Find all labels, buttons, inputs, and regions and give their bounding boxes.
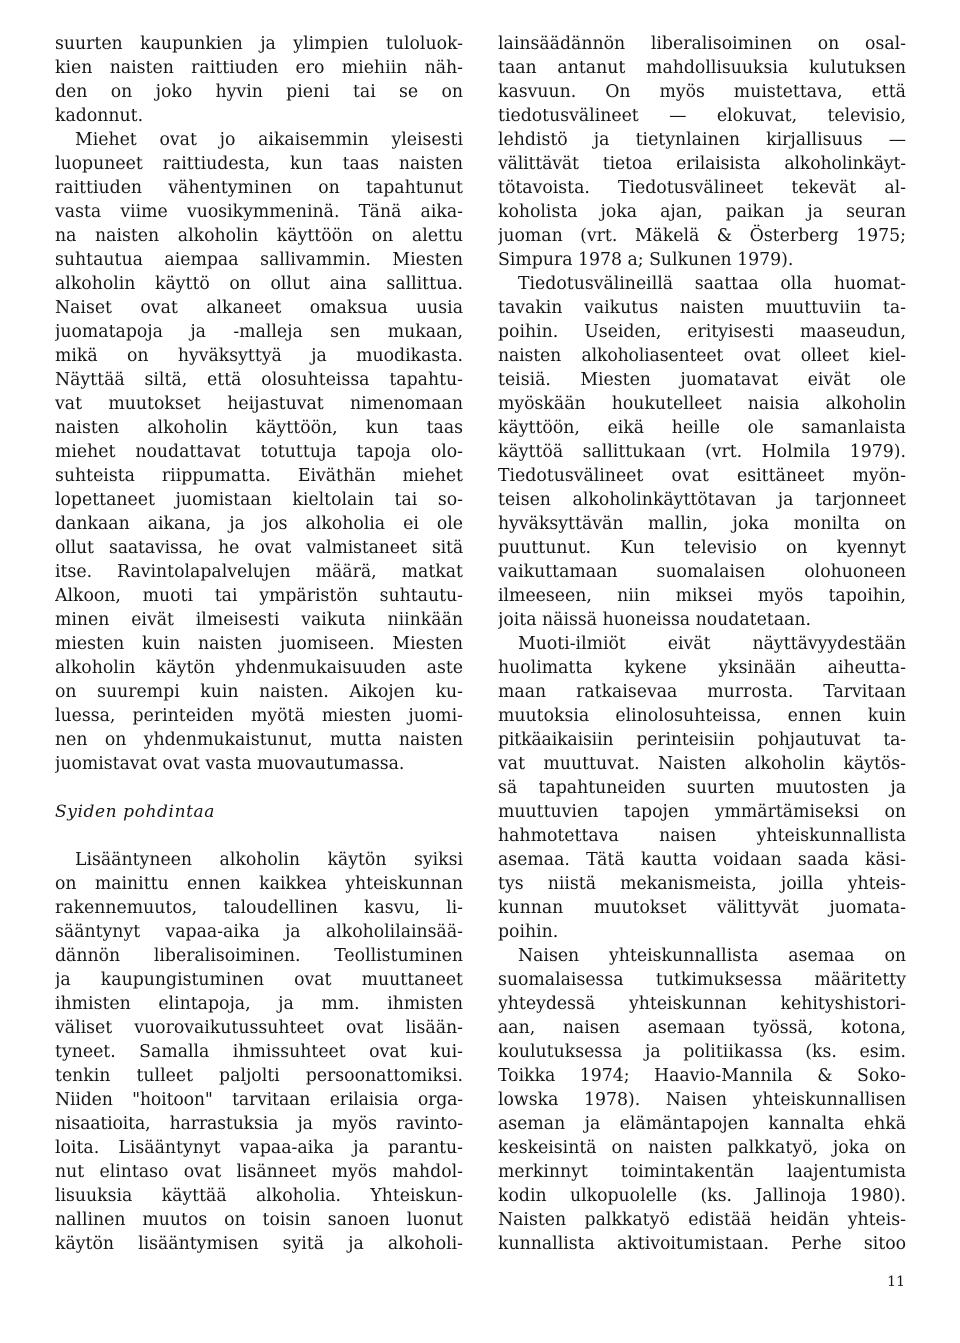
text-line: suhtautua aiempaa sallivammin. Miesten xyxy=(55,250,463,270)
text-line: sä tapahtuneiden suurten muutosten ja xyxy=(498,778,906,798)
text-line: tötavoista. Tiedotusvälineet tekevät al- xyxy=(498,178,906,198)
text-line: nisaatioita, harrastuksia ja myös ravinto- xyxy=(55,1114,463,1134)
text-line: välittävät tietoa erilaisista alkoholinkäyt- xyxy=(498,154,906,174)
text-line: tys niistä mekanismeista, joilla yhteis- xyxy=(498,874,906,894)
text-line: vasta viime vuosikymmeninä. Tänä aika- xyxy=(55,202,463,222)
text-line: kadonnut. xyxy=(55,106,144,126)
text-line: juoman (vrt. Mäkelä & Österberg 1975; xyxy=(498,226,906,246)
text-line: loita. Lisääntynyt vapaa-aika ja parantu- xyxy=(55,1138,463,1158)
text-line: minen eivät ilmeisesti vaikuta niinkään xyxy=(55,610,463,630)
text-line: lisuuksia käyttää alkoholia. Yhteiskun- xyxy=(55,1186,463,1206)
text-line: juomatapoja ja -malleja sen mukaan, xyxy=(55,322,463,342)
text-line: Muoti-ilmiöt eivät näyttävyydestään xyxy=(518,634,906,654)
text-line: koulutuksessa ja politiikassa (ks. esim. xyxy=(498,1042,906,1062)
text-line: tiedotusvälineet — elokuvat, televisio, xyxy=(498,106,906,126)
text-line: kasvuun. On myös muistettava, että xyxy=(498,82,906,102)
text-line: Alkoon, muoti tai ympäristön suhtautu- xyxy=(55,586,463,606)
text-line: hahmotettava naisen yhteiskunnallista xyxy=(498,826,906,846)
text-line: nut elintaso ovat lisänneet myös mahdol- xyxy=(55,1162,463,1182)
text-line: käyttöön, eikä heille ole samanlaista xyxy=(498,418,906,438)
text-line: alkoholin käytön yhdenmukaisuuden aste xyxy=(55,658,463,678)
text-line: ja kaupungistuminen ovat muuttaneet xyxy=(55,970,463,990)
text-line: lehdistö ja tietynlainen kirjallisuus — xyxy=(498,130,906,150)
text-line: kunnan muutokset välittyvät juomata- xyxy=(498,898,906,918)
text-line: suurten kaupunkien ja ylimpien tuloluok- xyxy=(55,34,463,54)
text-line: Naiset ovat alkaneet omaksua uusia xyxy=(55,298,463,318)
paragraph-gap xyxy=(55,776,463,800)
text-line: joita näissä huoneissa noudatetaan. xyxy=(498,610,811,630)
text-line: mikä on hyväksyttyä ja muodikasta. xyxy=(55,346,463,366)
text-line: juomistavat ovat vasta muovautumassa. xyxy=(55,754,405,774)
left-text-column xyxy=(55,32,463,1256)
text-line: Naisen yhteiskunnallista asemaa on xyxy=(518,946,906,966)
text-line: nallinen muutos on toisin sanoen luonut xyxy=(55,1210,463,1230)
text-line: Toikka 1974; Haavio-Mannila & Soko- xyxy=(498,1066,906,1086)
text-line: alkoholin käyttö on ollut aina sallittua. xyxy=(55,274,463,294)
paragraph-gap xyxy=(55,824,463,848)
text-line: keskeisintä on naisten palkkatyö, joka on xyxy=(498,1138,906,1158)
text-line: vaikuttamaan suomalaisen olohuoneen xyxy=(498,562,906,582)
text-line: dännön liberalisoiminen. Teollistuminen xyxy=(55,946,463,966)
text-line: ihmisten elintapoja, ja mm. ihmisten xyxy=(55,994,463,1014)
text-line: hyväksyttävän mallin, joka monilta on xyxy=(498,514,906,534)
text-line: na naisten alkoholin käyttöön on alettu xyxy=(55,226,463,246)
text-line: teisiä. Miesten juomatavat eivät ole xyxy=(498,370,906,390)
text-line: luessa, perinteiden myötä miesten juomi- xyxy=(55,706,463,726)
text-line: lowska 1978). Naisen yhteiskunnallisen xyxy=(498,1090,906,1110)
text-line: maan ratkaisevaa murrosta. Tarvitaan xyxy=(498,682,906,702)
text-line: aan, naisen asemaan työssä, kotona, xyxy=(498,1018,906,1038)
text-line: rakennemuutos, taloudellinen kasvu, li- xyxy=(55,898,463,918)
text-line: naisten alkoholin käyttöön, kun taas xyxy=(55,418,463,438)
text-line: Miehet ovat jo aikaisemmin yleisesti xyxy=(75,130,463,150)
text-line: Lisääntyneen alkoholin käytön syiksi xyxy=(75,850,463,870)
text-line: Tiedotusvälineillä saattaa olla huomat- xyxy=(518,274,906,294)
right-text-column xyxy=(498,32,906,1256)
text-line: kien naisten raittiuden ero miehiin näh- xyxy=(55,58,463,78)
text-line: miehet noudattavat totuttuja tapoja olo- xyxy=(55,442,463,462)
text-line: poihin. xyxy=(498,922,559,942)
section-heading: Syiden pohdintaa xyxy=(55,802,216,822)
text-line: naisten alkoholiasenteet ovat olleet kiel- xyxy=(498,346,906,366)
text-line: tavakin vaikutus naisten muuttuviin ta- xyxy=(498,298,906,318)
text-line: Naisten palkkatyö edistää heidän yhteis- xyxy=(498,1210,906,1230)
text-line: kodin ulkopuolelle (ks. Jallinoja 1980). xyxy=(498,1186,906,1206)
page-number: 11 xyxy=(887,1274,905,1290)
text-line: aseman ja elämäntapojen kannalta ehkä xyxy=(498,1114,906,1134)
text-line: taan antanut mahdollisuuksia kulutuksen xyxy=(498,58,906,78)
text-line: den on joko hyvin pieni tai se on xyxy=(55,82,463,102)
text-line: teisen alkoholinkäyttötavan ja tarjonneet xyxy=(498,490,906,510)
text-line: muuttuvien tapojen ymmärtämiseksi on xyxy=(498,802,906,822)
text-line: lainsäädännön liberalisoiminen on osal- xyxy=(498,34,906,54)
text-line: huolimatta kykene yksinään aiheutta- xyxy=(498,658,906,678)
text-line: muutoksia elinolosuhteissa, ennen kuin xyxy=(498,706,906,726)
text-line: käyttöä sallittukaan (vrt. Holmila 1979). xyxy=(498,442,906,462)
text-line: tenkin tulleet paljolti persoonattomiksi. xyxy=(55,1066,463,1086)
text-line: tyneet. Samalla ihmissuhteet ovat kui- xyxy=(55,1042,463,1062)
text-line: puuttunut. Kun televisio on kyennyt xyxy=(498,538,906,558)
text-line: suomalaisessa tutkimuksessa määritetty xyxy=(498,970,906,990)
text-line: lopettaneet juomistaan kieltolain tai so- xyxy=(55,490,463,510)
text-line: suhteista riippumatta. Eiväthän miehet xyxy=(55,466,463,486)
text-line: myöskään houkutelleet naisia alkoholin xyxy=(498,394,906,414)
text-line: vat muuttuvat. Naisten alkoholin käytös- xyxy=(498,754,906,774)
text-line: käytön lisääntymisen syitä ja alkoholi- xyxy=(55,1234,463,1254)
text-line: sääntynyt vapaa-aika ja alkoholilainsää- xyxy=(55,922,463,942)
text-line: väliset vuorovaikutussuhteet ovat lisään- xyxy=(55,1018,463,1038)
text-line: itse. Ravintolapalvelujen määrä, matkat xyxy=(55,562,463,582)
text-line: Simpura 1978 a; Sulkunen 1979). xyxy=(498,250,794,270)
text-line: ollut saatavissa, he ovat valmistaneet sitä xyxy=(55,538,463,558)
text-line: Tiedotusvälineet ovat esittäneet myön- xyxy=(498,466,906,486)
text-line: vat muutokset heijastuvat nimenomaan xyxy=(55,394,463,414)
text-line: on suurempi kuin naisten. Aikojen ku- xyxy=(55,682,463,702)
text-line: kunnallista aktivoitumistaan. Perhe sitoo xyxy=(498,1234,906,1254)
text-line: poihin. Useiden, erityisesti maaseudun, xyxy=(498,322,906,342)
text-line: merkinnyt toimintakentän laajentumista xyxy=(498,1162,906,1182)
text-line: raittiuden vähentyminen on tapahtunut xyxy=(55,178,463,198)
text-line: dankaan aikana, ja jos alkoholia ei ole xyxy=(55,514,463,534)
text-line: Näyttää siltä, että olosuhteissa tapahtu- xyxy=(55,370,463,390)
text-line: pitkäaikaisiin perinteisiin pohjautuvat ta- xyxy=(498,730,906,750)
text-line: nen on yhdenmukaistunut, mutta naisten xyxy=(55,730,463,750)
text-line: on mainittu ennen kaikkea yhteiskunnan xyxy=(55,874,463,894)
text-line: asemaa. Tätä kautta voidaan saada käsi- xyxy=(498,850,906,870)
text-line: ilmeeseen, niin miksei myös tapoihin, xyxy=(498,586,906,606)
text-line: koholista joka ajan, paikan ja seuran xyxy=(498,202,906,222)
text-line: yhteydessä yhteiskunnan kehityshistori- xyxy=(498,994,906,1014)
text-line: Niiden "hoitoon" tarvitaan erilaisia orga- xyxy=(55,1090,463,1110)
text-line: luopuneet raittiudesta, kun taas naisten xyxy=(55,154,463,174)
text-line: miesten kuin naisten juomiseen. Miesten xyxy=(55,634,463,654)
